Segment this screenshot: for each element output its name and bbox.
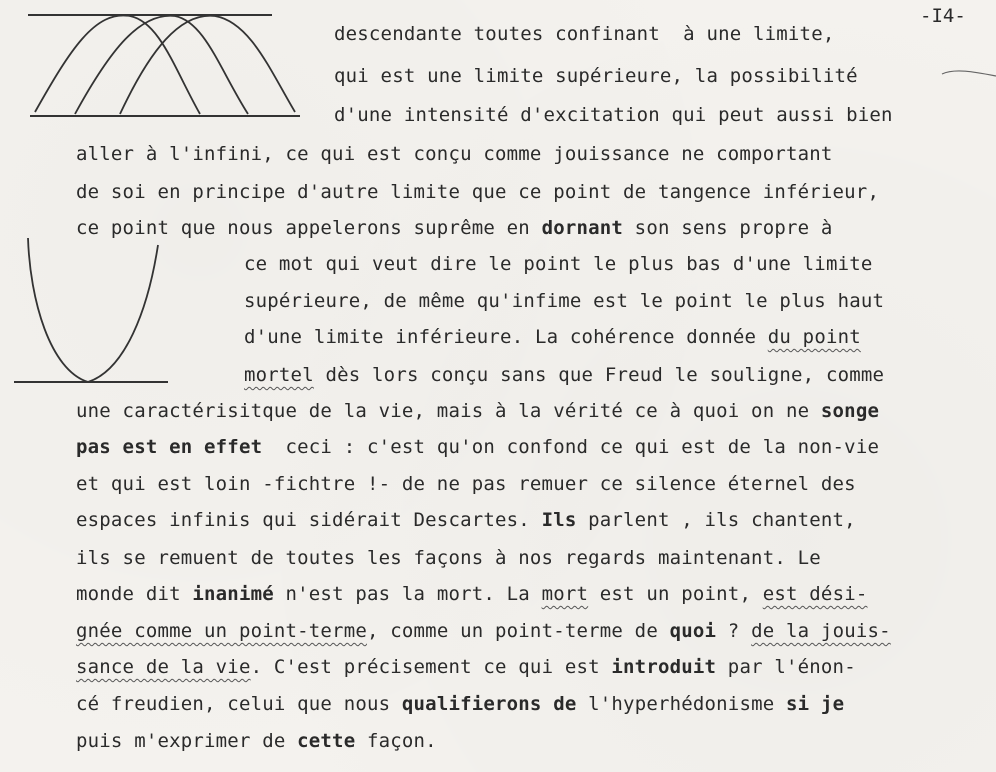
text-line-12: pas est en effet ceci : c'est qu'on confond ce qui est de la non-vie xyxy=(76,436,880,458)
text-line-14: espaces infinis qui sidérait Descartes. Ils parlent , ils chantent, xyxy=(76,509,856,531)
arches-diagram xyxy=(0,0,310,130)
text-line-16: monde dit inanimé n'est pas la mort. La mort est un point, est dési- xyxy=(76,583,868,605)
arch-curve-2 xyxy=(75,16,248,114)
text-line-17: gnée comme un point-terme, comme un point-terme de quoi ? de la jouis- xyxy=(76,620,891,642)
text-line-15: ils se remuent de toutes les façons à nos regards maintenant. Le xyxy=(76,547,821,569)
text-line-4: aller à l'infini, ce qui est conçu comme jouissance ne comportant xyxy=(76,143,833,165)
text-line-20: puis m'exprimer de cette façon. xyxy=(76,730,437,752)
page-number: -I4- xyxy=(920,5,966,27)
text-line-7: ce mot qui veut dire le point le plus bas d'une limite xyxy=(244,253,873,275)
text-line-8: supérieure, de même qu'infime est le point le plus haut xyxy=(244,290,885,312)
text-line-5: de soi en principe d'autre limite que ce point de tangence inférieur, xyxy=(76,181,880,203)
text-line-13: et qui est loin -fichtre !- de ne pas remuer ce silence éternel des xyxy=(76,473,856,495)
text-line-9: d'une limite inférieure. La cohérence donnée du point xyxy=(244,326,861,348)
text-line-18: sance de la vie. C'est précisement ce qui est introduit par l'énon- xyxy=(76,656,856,678)
u-curve xyxy=(28,238,158,382)
text-line-11: une caractérisitque de la vie, mais à la vérité ce à quoi on ne songe xyxy=(76,400,880,422)
text-line-19: cé freudien, celui que nous qualifierons de l'hyperhédonisme si je xyxy=(76,693,845,715)
arch-curve-3 xyxy=(120,16,295,114)
text-line-3: d'une intensité d'excitation qui peut aussi bien xyxy=(334,104,893,126)
text-line-2: qui est une limite supérieure, la possibilité xyxy=(334,65,858,87)
text-line-6: ce point que nous appelerons suprême en dornant son sens propre à xyxy=(76,217,833,239)
text-line-1: descendante toutes confinant à une limite, xyxy=(334,23,835,45)
u-curve-diagram xyxy=(0,220,180,395)
text-line-10: mortel dès lors conçu sans que Freud le souligne, comme xyxy=(244,364,885,386)
margin-pencil-mark xyxy=(940,60,996,90)
